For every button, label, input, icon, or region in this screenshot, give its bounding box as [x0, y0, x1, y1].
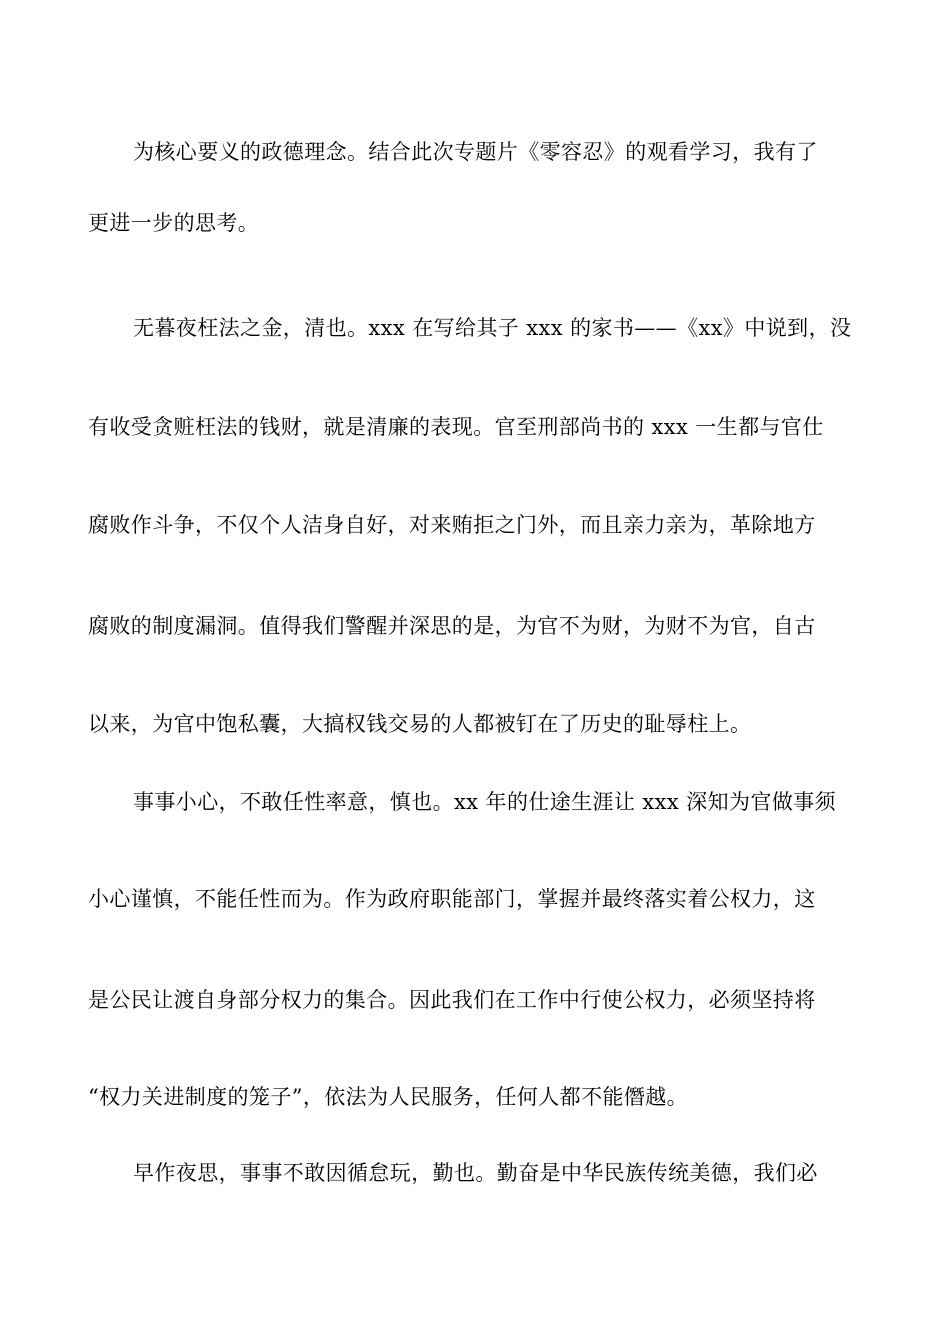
- text-line: 无暮夜枉法之金，清也。xxx 在写给其子 xxx 的家书——《xx》中说到，没: [133, 316, 852, 340]
- text-line: 腐败作斗争，不仅个人洁身自好，对来贿拒之门外，而且亲力亲为，革除地方: [88, 513, 816, 537]
- text-line: 是公民让渡自身部分权力的集合。因此我们在工作中行使公权力，必须坚持将: [88, 988, 816, 1012]
- text-line: 为核心要义的政德理念。结合此次专题片《零容忍》的观看学习，我有了: [133, 140, 818, 164]
- text-line: 腐败的制度漏洞。值得我们警醒并深思的是，为官不为财，为财不为官，自古: [88, 614, 816, 638]
- text-line: 早作夜思，事事不敢因循怠玩，勤也。勤奋是中华民族传统美德，我们必: [133, 1161, 818, 1185]
- text-line: 小心谨慎，不能任性而为。作为政府职能部门，掌握并最终落实着公权力，这: [88, 887, 816, 911]
- text-line: 以来，为官中饱私囊，大搞权钱交易的人都被钉在了历史的耻辱柱上。: [88, 712, 752, 736]
- text-line: 更进一步的思考。: [88, 211, 260, 235]
- text-line: “权力关进制度的笼子”，依法为人民服务，任何人都不能僭越。: [88, 1085, 689, 1109]
- text-line: 有收受贪赃枉法的钱财，就是清廉的表现。官至刑部尚书的 xxx 一生都与官仕: [88, 415, 824, 439]
- text-line: 事事小心，不敢任性率意，慎也。xx 年的仕途生涯让 xxx 深知为官做事须: [133, 790, 837, 814]
